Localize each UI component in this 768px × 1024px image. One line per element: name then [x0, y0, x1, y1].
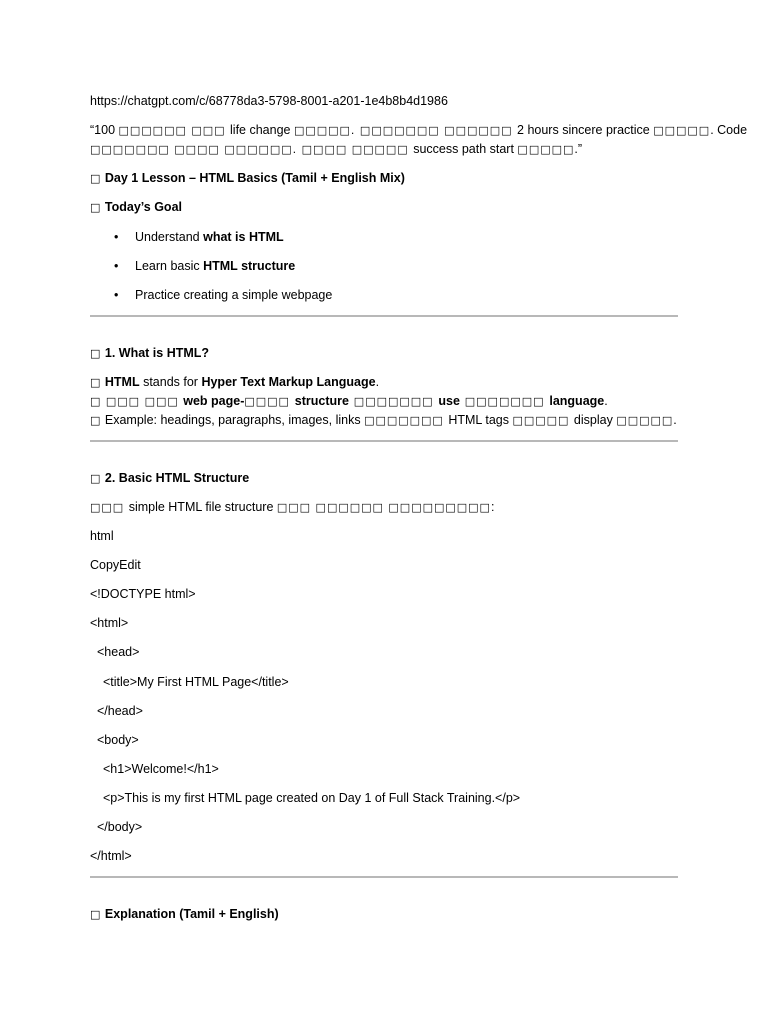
code-line: </html>	[90, 849, 132, 863]
quote-line-2: □□□□□□□ □□□□ □□□□□□. □□□□ □□□□□ success path start □□□□□.”	[90, 142, 583, 156]
html-purpose-line: □ □□□ □□□ web page-□□□□ structure □□□□□□□ use □□□□□□□ language.	[90, 394, 608, 408]
quote-line-1: “100 □□□□□□ □□□ life change □□□□□. □□□□□□□ □□□□□□ 2 hours sincere practice □□□□□. Code	[90, 123, 748, 137]
goal-list	[90, 228, 332, 315]
code-line: <title>My First HTML Page</title>	[103, 675, 289, 689]
missing-glyph-icon: □	[90, 908, 102, 921]
list-item: • Understand what is HTML	[114, 230, 284, 244]
code-line: <p>This is my first HTML page created on Day 1 of Full Stack Training.</p>	[103, 791, 521, 805]
missing-glyph-icon: □	[90, 172, 102, 185]
html-example-line: □ Example: headings, paragraphs, images, links □□□□□□□ HTML tags □□□□□ display □□□□□.	[90, 413, 677, 427]
missing-glyph-icon: □	[90, 201, 102, 214]
lesson-title: □ Day 1 Lesson – HTML Basics (Tamil + English Mix)	[90, 171, 405, 185]
list-item: • Learn basic HTML structure	[114, 259, 296, 273]
divider	[90, 876, 678, 878]
code-line: <!DOCTYPE html>	[90, 587, 196, 601]
code-line: <h1>Welcome!</h1>	[103, 762, 219, 776]
section-2-heading: □ 2. Basic HTML Structure	[90, 471, 250, 485]
code-line: </body>	[97, 820, 143, 834]
explanation-heading: □ Explanation (Tamil + English)	[90, 907, 279, 921]
missing-glyph-icon: □	[90, 472, 102, 485]
source-url: https://chatgpt.com/c/68778da3-5798-8001-a201-1e4b8b4d1986	[90, 94, 448, 108]
divider	[90, 315, 678, 317]
copy-edit-label[interactable]: CopyEdit	[90, 558, 141, 572]
goal-title: □ Today’s Goal	[90, 200, 182, 214]
structure-intro: □□□ simple HTML file structure □□□ □□□□□□ □□□□□□□□□:	[90, 500, 495, 514]
list-item: • Practice creating a simple webpage	[114, 288, 333, 302]
html-definition-line: □ HTML stands for Hyper Text Markup Language.	[90, 375, 380, 389]
code-language-label: html	[90, 529, 114, 543]
code-line: <head>	[97, 645, 140, 659]
section-1-heading: □ 1. What is HTML?	[90, 346, 210, 360]
code-line: <body>	[97, 733, 139, 747]
missing-glyph-icon: □	[90, 347, 102, 360]
divider	[90, 440, 678, 442]
code-line: </head>	[97, 704, 143, 718]
code-line: <html>	[90, 616, 129, 630]
